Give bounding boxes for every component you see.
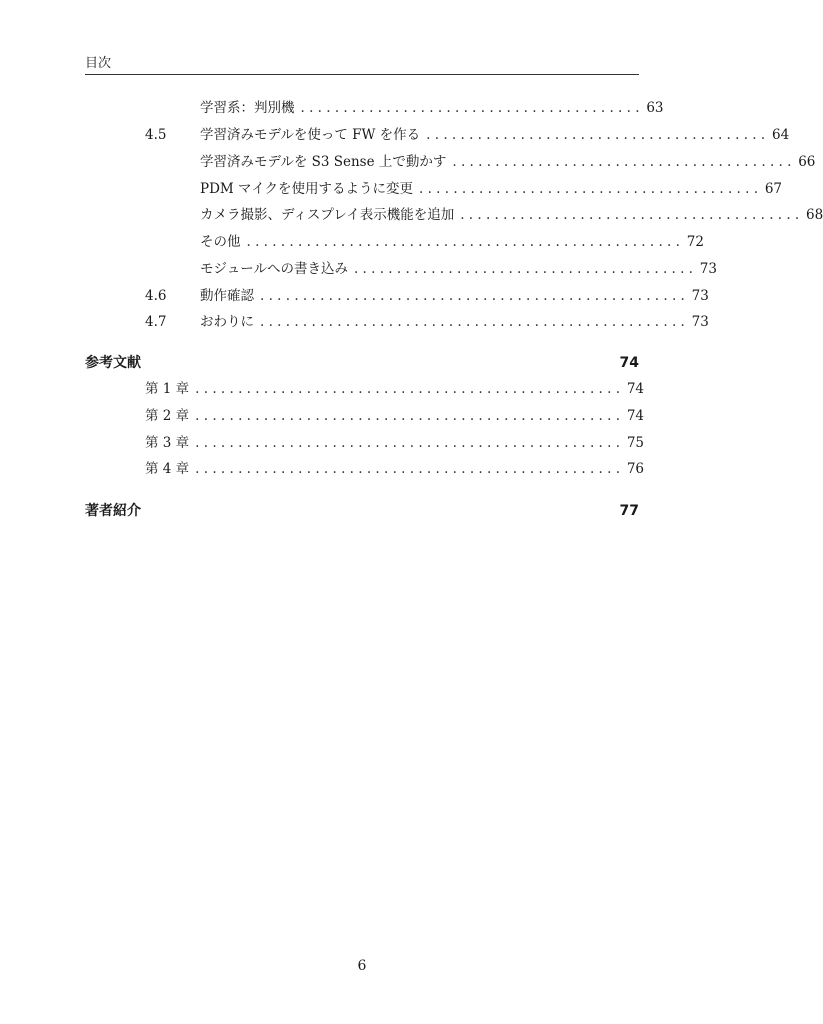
dot-leader: . . . . . . . . . . . . . . . . . . . . . . . . . . . . . . . . . . . . . . . . . . . . . . . . . .	[195, 381, 621, 397]
toc-reference-page: 75	[626, 435, 645, 451]
toc-entry-title: カメラ撮影、ディスプレイ表示機能を追加	[200, 207, 455, 223]
dot-leader: . . . . . . . . . . . . . . . . . . . . . . . . . . . . . . . . . . . . . . . . . . . . . . . . . .	[195, 461, 621, 477]
toc-chapter-title: 著者紹介	[85, 503, 141, 519]
dot-leader: . . . . . . . . . . . . . . . . . . . . . . . . . . . . . . . . . . . . . . . . . . . . . . . . . .	[195, 408, 621, 424]
toc-entry-page: 68	[806, 207, 823, 223]
toc-chapter-page: 74	[619, 355, 639, 371]
toc-reference-item[interactable]	[145, 406, 645, 426]
toc-entry-title: その他	[200, 234, 241, 250]
dot-leader: . . . . . . . . . . . . . . . . . . . . . . . . . . . . . . . . . . . . . . . .	[418, 181, 758, 197]
toc-entry-number: 4.7	[145, 314, 167, 330]
toc-reference-title: 第 2 章	[145, 408, 190, 424]
toc-entry[interactable]	[200, 232, 704, 252]
dot-leader: . . . . . . . . . . . . . . . . . . . . . . . . . . . . . . . . . . . . . . . .	[300, 100, 640, 116]
toc-reference-page: 74	[626, 381, 645, 397]
toc-reference-title: 第 4 章	[145, 461, 190, 477]
toc-chapter-page: 77	[619, 503, 639, 519]
toc-chapter-title: 参考文献	[85, 355, 141, 371]
toc-entry[interactable]	[145, 286, 709, 306]
toc-reference-item[interactable]	[145, 459, 645, 479]
toc-entry[interactable]	[145, 312, 709, 332]
toc-reference-page: 76	[626, 461, 645, 477]
toc-entry[interactable]	[145, 125, 790, 145]
page-number: 6	[357, 958, 367, 974]
header-rule	[85, 74, 639, 75]
toc-reference-item[interactable]	[145, 433, 645, 453]
dot-leader: . . . . . . . . . . . . . . . . . . . . . . . . . . . . . . . . . . . . . . . . . . . . . . . . . .	[260, 288, 685, 304]
toc-entry-page: 66	[798, 154, 816, 170]
toc-entry-title: 学習済みモデルを S3 Sense 上で動かす	[200, 154, 447, 170]
toc-entry[interactable]	[200, 98, 664, 118]
toc-entry-title: 学習済みモデルを使って FW を作る	[200, 127, 421, 143]
dot-leader: . . . . . . . . . . . . . . . . . . . . . . . . . . . . . . . . . . . . . . . .	[426, 127, 766, 143]
toc-entry-title: おわりに	[200, 314, 254, 330]
toc-reference-page: 74	[626, 408, 645, 424]
toc-entry-page: 73	[691, 314, 709, 330]
toc-chapter-author[interactable]	[85, 500, 639, 522]
toc-entry[interactable]	[200, 179, 782, 199]
dot-leader: . . . . . . . . . . . . . . . . . . . . . . . . . . . . . . . . . . . . . . . .	[353, 261, 693, 277]
toc-reference-title: 第 1 章	[145, 381, 190, 397]
toc-entry-page: 73	[691, 288, 709, 304]
toc-entry-title: 学習系：判別機	[200, 100, 295, 116]
toc-chapter-references[interactable]	[85, 352, 639, 374]
dot-leader: . . . . . . . . . . . . . . . . . . . . . . . . . . . . . . . . . . . . . . . . . . . . . . . . . .	[260, 314, 685, 330]
toc-reference-item[interactable]	[145, 379, 645, 399]
toc-entry-page: 72	[686, 234, 704, 250]
toc-entry-page: 63	[646, 100, 664, 116]
toc-entry-title: 動作確認	[200, 288, 254, 304]
toc-entry-title: モジュールへの書き込み	[200, 261, 348, 277]
toc-entry-page: 73	[699, 261, 717, 277]
running-header: 目次	[85, 56, 112, 71]
dot-leader: . . . . . . . . . . . . . . . . . . . . . . . . . . . . . . . . . . . . . . . .	[452, 154, 792, 170]
toc-entry-number: 4.6	[145, 288, 167, 304]
toc-entry[interactable]	[200, 205, 823, 225]
dot-leader: . . . . . . . . . . . . . . . . . . . . . . . . . . . . . . . . . . . . . . . . . . . . . . . . . . .	[246, 234, 680, 250]
toc-entry[interactable]	[200, 259, 717, 279]
toc-entry[interactable]	[200, 152, 816, 172]
dot-leader: . . . . . . . . . . . . . . . . . . . . . . . . . . . . . . . . . . . . . . . .	[460, 207, 800, 223]
toc-entry-number: 4.5	[145, 127, 167, 143]
dot-leader: . . . . . . . . . . . . . . . . . . . . . . . . . . . . . . . . . . . . . . . . . . . . . . . . . .	[195, 435, 621, 451]
toc-entry-title: PDM マイクを使用するように変更	[200, 181, 413, 197]
toc-entry-page: 67	[764, 181, 782, 197]
toc-reference-title: 第 3 章	[145, 435, 190, 451]
toc-entry-page: 64	[771, 127, 790, 143]
